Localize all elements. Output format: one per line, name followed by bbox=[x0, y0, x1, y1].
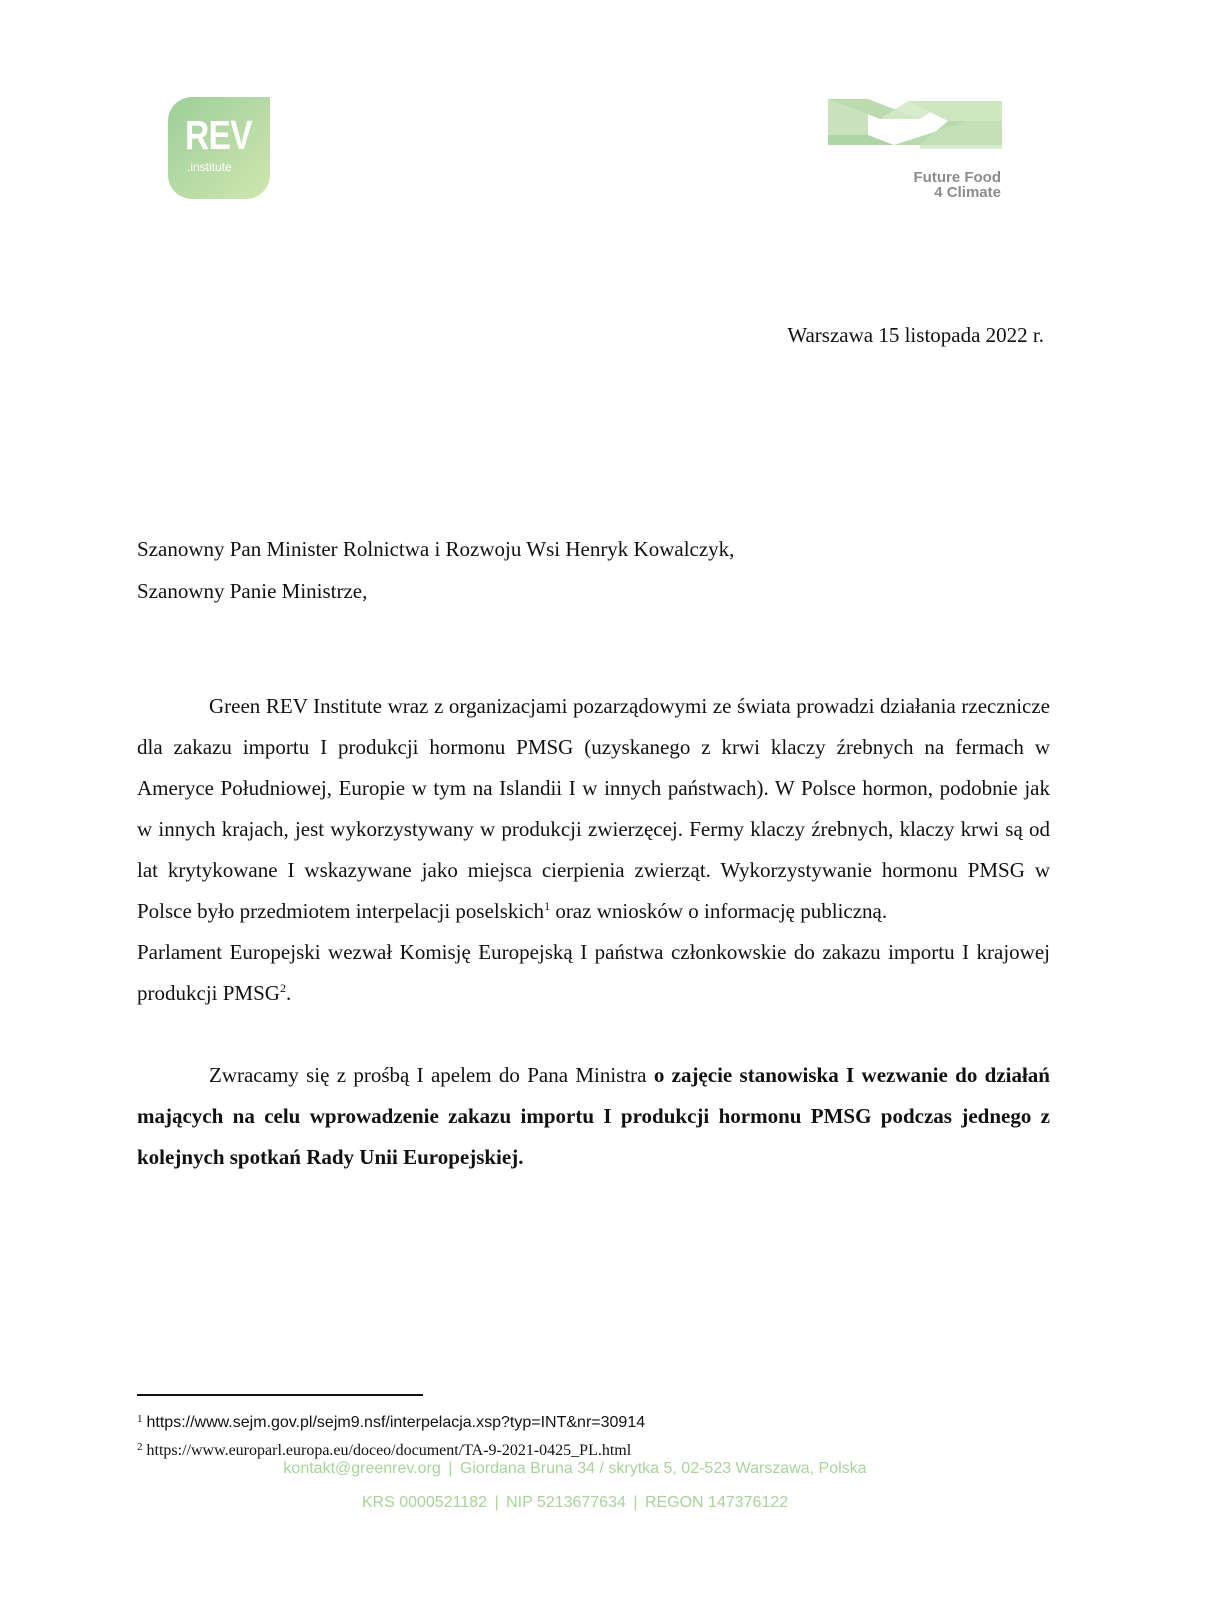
salutation bbox=[137, 528, 1057, 612]
footnote-1-number: 1 bbox=[137, 1413, 143, 1425]
rev-logo-subtext: .institute bbox=[187, 160, 232, 174]
paragraph-gap bbox=[137, 1014, 1050, 1055]
footer-email[interactable]: kontakt@greenrev.org bbox=[283, 1460, 441, 1477]
footer-address: Giordana Bruna 34 / skrytka 5, 02-523 Warszawa, Polska bbox=[459, 1460, 867, 1477]
footer-nip: NIP 5213677634 bbox=[506, 1494, 626, 1511]
paragraph-1-text: Green REV Institute wraz z organizacjami pozarządowymi ze świata prowadzi działania rzecznicze dla zakazu importu I produkcji hormonu PMSG (uzyskanego z krwi klaczy źrebnych na fermach w Ameryce Południowej, Europie w tym na Islandii I w innych państwach). W Polsce hormon, podobnie jak w innych krajach, jest wykorzystywany w produkcji zwierzęcej. Fermy klaczy źrebnych, klaczy krwi są od lat krytykowane I wskazywane jako miejsca cierpienia zwierząt. Wykorzystywanie hormonu PMSG w Polsce było przedmiotem interpelacji poselskich bbox=[137, 694, 1050, 923]
rev-institute-logo bbox=[168, 97, 270, 199]
paragraph-2 bbox=[137, 932, 1050, 1014]
future-food-logo-mark bbox=[828, 97, 1004, 167]
footer-krs: KRS 0000521182 bbox=[361, 1494, 487, 1511]
paragraph-1 bbox=[137, 686, 1050, 932]
future-food-logo-text bbox=[914, 170, 1001, 200]
paragraph-3 bbox=[137, 1055, 1050, 1178]
ff-line1: Future Food bbox=[913, 169, 1001, 186]
footnote-divider bbox=[137, 1394, 423, 1396]
salutation-line-2: Szanowny Panie Ministrze, bbox=[137, 579, 368, 603]
paragraph-2-text: Parlament Europejski wezwał Komisję Europejską I państwa członkowskie do zakazu importu I krajowej produkcji PMSG bbox=[137, 940, 1050, 1005]
ff-line2: 4 Climate bbox=[934, 184, 1001, 201]
paragraph-1-end: oraz wniosków o informację publiczną. bbox=[550, 899, 888, 923]
footnotes bbox=[137, 1407, 645, 1463]
letter-body bbox=[137, 686, 1050, 1178]
footnote-2 bbox=[137, 1435, 645, 1463]
paragraph-3-text: Zwracamy się z prośbą I apelem do Pana Ministra bbox=[209, 1063, 654, 1087]
letter-date: Warszawa 15 listopada 2022 r. bbox=[787, 323, 1044, 347]
future-food-4-climate-logo bbox=[828, 97, 1004, 207]
footnote-ref-2: 2 bbox=[279, 981, 286, 995]
paragraph-3-bold-text: o zajęcie stanowiska I wezwanie do działań mających na celu wprowadzenie zakazu importu I produkcji hormonu PMSG podczas jednego z kolejnych spotkań Rady Unii Europejskiej. bbox=[137, 1063, 1050, 1169]
footnote-1 bbox=[137, 1407, 645, 1435]
footer-registry-line bbox=[0, 1494, 1150, 1512]
footer-separator: | bbox=[494, 1494, 499, 1511]
footnote-2-number: 2 bbox=[137, 1441, 143, 1453]
rev-logo-text: REV bbox=[185, 112, 252, 158]
footer-separator: | bbox=[633, 1494, 638, 1511]
footer-regon: REGON 147376122 bbox=[644, 1494, 789, 1511]
footnote-ref-1: 1 bbox=[544, 899, 551, 913]
footer-contact-line bbox=[0, 1460, 1150, 1478]
salutation-line-1: Szanowny Pan Minister Rolnictwa i Rozwoju Wsi Henryk Kowalczyk, bbox=[137, 537, 735, 561]
footnote-2-url[interactable]: https://www.europarl.europa.eu/doceo/document/TA-9-2021-0425_PL.html bbox=[146, 1442, 632, 1459]
footnote-1-url[interactable]: https://www.sejm.gov.pl/sejm9.nsf/interpelacja.xsp?typ=INT&nr=30914 bbox=[146, 1414, 646, 1431]
paragraph-2-end: . bbox=[285, 981, 292, 1005]
footer-separator: | bbox=[448, 1460, 453, 1477]
